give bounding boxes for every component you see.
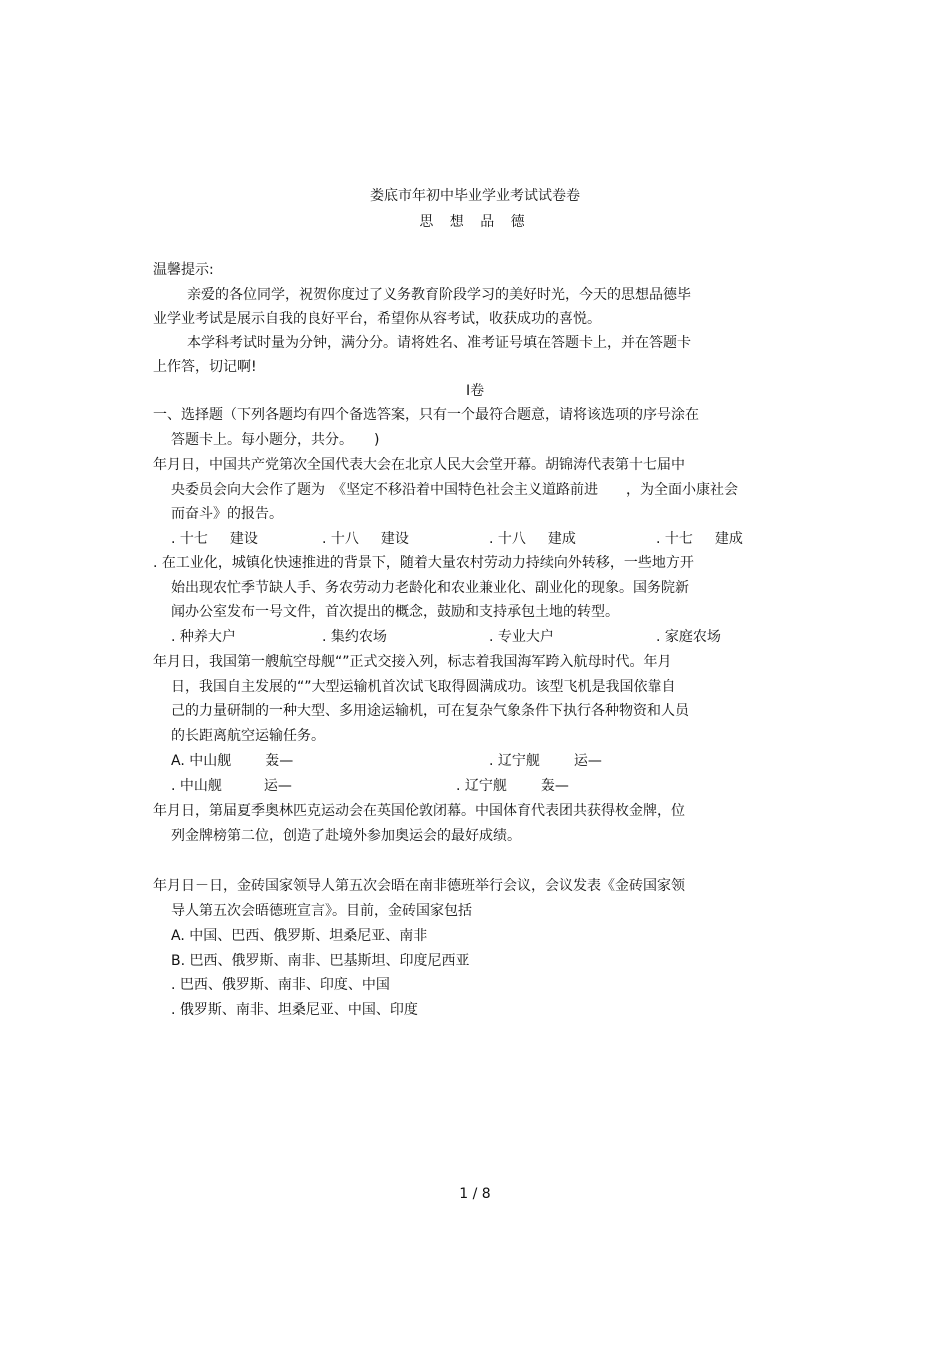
exam-title: 娄底市年初中毕业学业考试试卷卷 (370, 188, 580, 204)
option-text: A. 中山舰 (171, 753, 232, 769)
option-b (489, 751, 602, 771)
question-text-line: 的长距离航空运输任务。 (171, 728, 325, 744)
question-text-line: 而奋斗》的报告。 (171, 506, 283, 522)
option-text: 建设 (229, 531, 258, 547)
option-d (656, 529, 743, 549)
question-text-line: 导人第五次会晤德班宣言》。目前，金砖国家包括 (171, 903, 472, 919)
option-b: . 集约农场 (322, 629, 387, 645)
option-a: A. 中国、巴西、俄罗斯、坦桑尼亚、南非 (171, 928, 428, 944)
option-c (489, 529, 576, 549)
option-number: . 十七 (656, 531, 693, 547)
option-text: 建成 (714, 531, 743, 547)
option-text: . 中山舰 (171, 778, 222, 794)
option-text: 运— (573, 753, 602, 769)
intro-paragraph-1-line-1: 亲爱的各位同学，祝贺你度过了义务教育阶段学习的美好时光，今天的思想品德毕 (187, 287, 691, 303)
intro-paragraph-2-line-1: 本学科考试时量为分钟，满分分。请将姓名、准考证号填在答题卡上，并在答题卡 (187, 335, 691, 351)
question-text-line: . 在工业化，城镇化快速推进的背景下，随着大量农村劳动力持续向外转移，一些地方开 (153, 555, 694, 571)
question-text-line: 己的力量研制的一种大型、多用途运输机，可在复杂气象条件下执行各种物资和人员 (171, 703, 689, 719)
option-c (171, 776, 292, 796)
section-heading-line-2: 答题卡上。每小题分，共分。 ) (171, 432, 380, 448)
option-text: . 辽宁舰 (489, 753, 540, 769)
option-b (322, 529, 409, 549)
intro-paragraph-1-line-2: 业学业考试是展示自我的良好平台，希望你从容考试，收获成功的喜悦。 (153, 311, 601, 327)
option-a: . 种养大户 (171, 629, 236, 645)
option-text: 运— (263, 778, 292, 794)
option-number: . 十八 (489, 531, 526, 547)
question-text-line: 央委员会向大会作了题为 《坚定不移沿着中国特色社会主义道路前进 ，为全面小康社会 (171, 482, 738, 498)
option-d: . 家庭农场 (656, 629, 721, 645)
option-d: . 俄罗斯、南非、坦桑尼亚、中国、印度 (171, 1002, 418, 1018)
option-c: . 巴西、俄罗斯、南非、印度、中国 (171, 977, 390, 993)
question-text-line: 闻办公室发布一号文件，首次提出的概念，鼓励和支持承包土地的转型。 (171, 604, 619, 620)
option-a (171, 751, 293, 771)
option-text: 建设 (380, 531, 409, 547)
question-text-line: 日，我国自主发展的“”大型运输机首次试飞取得圆满成功。该型飞机是我国依靠自 (171, 679, 676, 695)
option-d (456, 776, 569, 796)
option-number: . 十七 (171, 531, 208, 547)
exam-subject: 思 想 品 德 (419, 214, 531, 230)
option-a (171, 529, 258, 549)
question-text-line: 年月日，第届夏季奥林匹克运动会在英国伦敦闭幕。中国体育代表团共获得枚金牌，位 (153, 803, 685, 819)
section-heading-line-1: 一、选择题（下列各题均有四个备选答案，只有一个最符合题意，请将该选项的序号涂在 (153, 407, 699, 423)
question-text-line: 年月日，中国共产党第次全国代表大会在北京人民大会堂开幕。胡锦涛代表第十七届中 (153, 457, 685, 473)
option-text: 轰— (540, 778, 569, 794)
option-number: . 十八 (322, 531, 359, 547)
option-c: . 专业大户 (489, 629, 554, 645)
intro-heading: 温馨提示: (153, 262, 214, 278)
question-text-line: 列金牌榜第二位，创造了赴境外参加奥运会的最好成绩。 (171, 828, 521, 844)
question-text-line: 始出现农忙季节缺人手、务农劳动力老龄化和农业兼业化、副业化的现象。国务院新 (171, 580, 689, 596)
option-text: 建成 (547, 531, 576, 547)
volume-heading: Ⅰ卷 (466, 383, 485, 399)
page-number: 1 / 8 (459, 1186, 491, 1202)
question-text-line: 年月日，我国第一艘航空母舰“”正式交接入列，标志着我国海军跨入航母时代。年月 (153, 654, 672, 670)
option-text: 轰— (265, 753, 294, 769)
option-b: B. 巴西、俄罗斯、南非、巴基斯坦、印度尼西亚 (171, 953, 470, 969)
intro-paragraph-2-line-2: 上作答，切记啊! (153, 359, 257, 375)
question-text-line: 年月日－日，金砖国家领导人第五次会晤在南非德班举行会议，会议发表《金砖国家领 (153, 878, 685, 894)
option-text: . 辽宁舰 (456, 778, 507, 794)
